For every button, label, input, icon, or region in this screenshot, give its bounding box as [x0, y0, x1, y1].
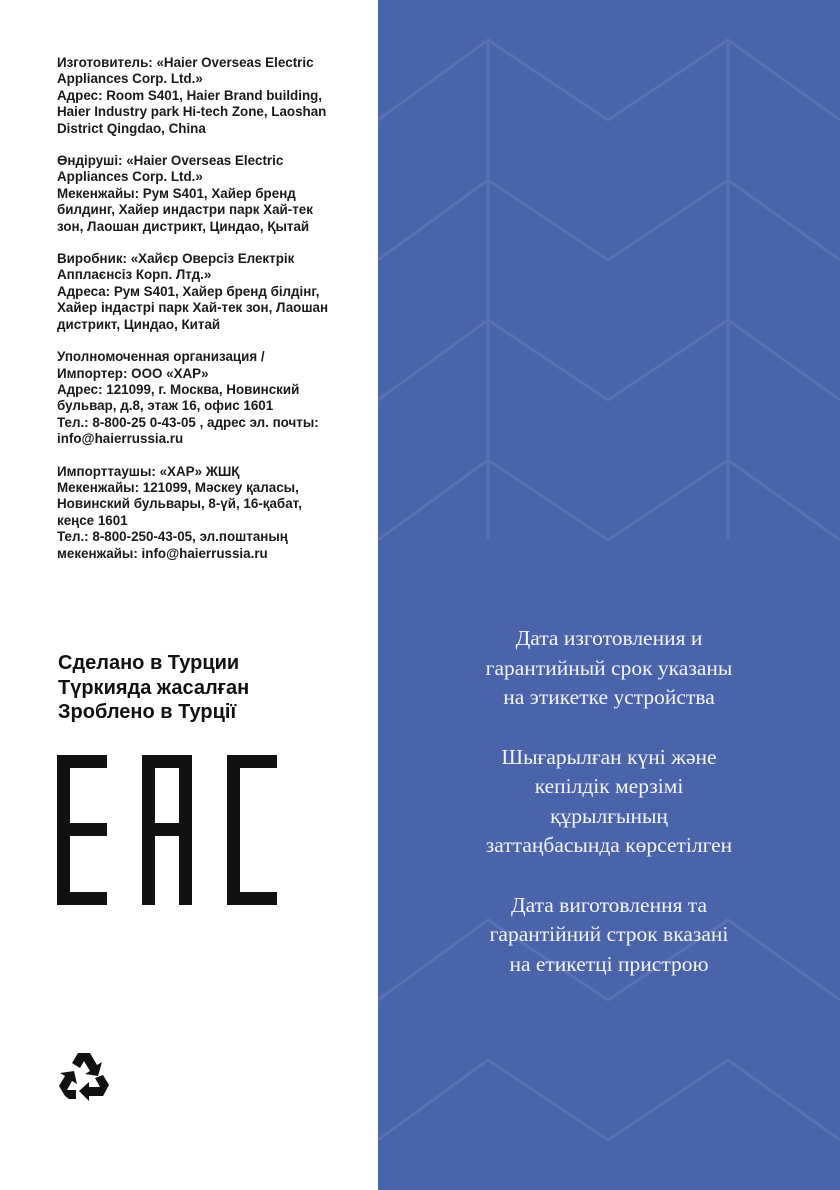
- warranty-note-ru: [378, 624, 840, 713]
- manufacturer-info: [57, 55, 375, 578]
- info-line: Тел.: 8-800-25 0-43-05 , адрес эл. почты:: [57, 414, 319, 430]
- info-line: Мекенжайы: 121099, Мәскеу қаласы,: [57, 479, 299, 495]
- info-block-manufacturer-kz: [57, 153, 375, 235]
- info-line: Хайер індастрі парк Хай-тек зон, Лаошан: [57, 300, 329, 316]
- note-line: Шығарылған күні және: [501, 744, 717, 769]
- info-panel: [378, 0, 840, 1190]
- info-line: Уполномоченная организация /: [57, 349, 265, 365]
- info-line: Апплаєнсіз Корп. Лтд.»: [57, 267, 212, 283]
- note-line: Дата виготовлення та: [510, 892, 708, 917]
- info-line: Haier Industry park Hi-tech Zone, Laoshan: [57, 104, 327, 120]
- recycle-icon: [56, 1050, 112, 1102]
- info-line: Тел.: 8-800-250-43-05, эл.поштаның: [57, 529, 288, 545]
- info-line: Мекенжайы: Рум S401, Хайер бренд: [57, 185, 296, 201]
- info-line: Адреса: Рум S401, Хайер бренд білдінг,: [57, 283, 320, 299]
- info-line: Виробник: «Хайєр Оверсіз Електрік: [57, 251, 295, 267]
- info-line: билдинг, Хайер индастри парк Хай-тек: [57, 202, 313, 218]
- made-in-line: Сделано в Турции: [58, 652, 240, 674]
- note-line: заттаңбасында көрсетілген: [485, 833, 733, 857]
- note-line: гарантійний строк вказані: [489, 922, 729, 946]
- eac-mark-icon: [57, 755, 277, 905]
- info-line: Новинский бульвары, 8-үй, 16-қабат,: [57, 496, 302, 512]
- info-line: Импорттаушы: «ХАР» ЖШҚ: [57, 463, 240, 479]
- info-line: Адрес: Room S401, Haier Brand building,: [57, 87, 323, 103]
- info-line: Изготовитель: «Haier Overseas Electric: [57, 55, 314, 70]
- note-line: кепілдік мерзімі: [534, 774, 684, 798]
- info-line: дистрикт, Циндао, Китай: [57, 316, 221, 332]
- info-line: Импортер: ООО «ХАР»: [57, 365, 209, 381]
- warranty-note-ua: [378, 891, 840, 980]
- made-in-line: Түркияда жасалған: [58, 676, 250, 699]
- made-in-statement: [58, 651, 249, 725]
- made-in-line: Зроблено в Турції: [58, 701, 237, 723]
- info-line: District Qingdao, China: [57, 120, 206, 136]
- info-block-importer-kz: [57, 464, 375, 562]
- info-block-manufacturer-ua: [57, 251, 375, 333]
- info-line: кеңсе 1601: [57, 512, 128, 528]
- note-line: құрылғының: [550, 803, 668, 828]
- decorative-pattern: [378, 0, 840, 1190]
- left-column: [0, 0, 378, 1190]
- info-line: info@haierrussia.ru: [57, 431, 184, 447]
- info-block-manufacturer-ru: [57, 55, 375, 137]
- info-line: Адрес: 121099, г. Москва, Новинский: [57, 381, 300, 397]
- note-line: гарантийный срок указаны: [485, 655, 733, 680]
- info-line: мекенжайы: info@haierrussia.ru: [57, 545, 268, 561]
- info-line: Өндіруші: «Haier Overseas Electric: [57, 153, 284, 169]
- info-line: зон, Лаошан дистрикт, Циндао, Қытай: [57, 218, 310, 234]
- note-line: Дата изготовления и: [515, 626, 703, 650]
- warranty-note-kz: [378, 743, 840, 861]
- info-line: Appliances Corp. Ltd.»: [57, 71, 203, 87]
- info-block-importer-ru: [57, 349, 375, 447]
- info-line: Appliances Corp. Ltd.»: [57, 169, 203, 185]
- note-line: на етикетці пристрою: [509, 951, 709, 976]
- warranty-notes: [378, 624, 840, 1009]
- note-line: на этикетке устройства: [503, 685, 715, 709]
- info-line: бульвар, д.8, этаж 16, офис 1601: [57, 398, 274, 414]
